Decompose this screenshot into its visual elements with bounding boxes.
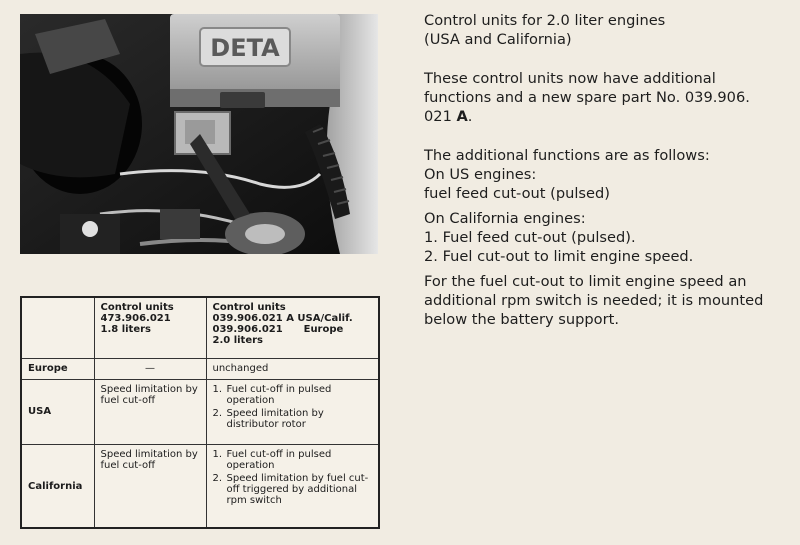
header-col-b-line: 2.0 liters (212, 335, 263, 346)
col-a-cell: Speed limitation by fuel cut-off (94, 445, 206, 528)
col-b-cell (206, 445, 379, 528)
header-col-a-line: Control units (100, 302, 174, 313)
part-number-bold: A (456, 108, 468, 125)
paragraph-line: 1. Fuel feed cut-out (pulsed). (424, 229, 636, 246)
header-col-b-line: 039.906.021 Europe (212, 324, 344, 335)
header-region-cell (21, 297, 94, 358)
region-cell: USA (21, 379, 94, 444)
list-item (213, 408, 373, 430)
col-a-cell: Speed limitation by fuel cut-off (94, 379, 206, 444)
col-a-cell: — (94, 358, 206, 379)
period: . (467, 108, 473, 125)
region-cell: Europe (21, 358, 94, 379)
item-number: 2. (212, 407, 223, 419)
header-col-b-line: 039.906.021 A USA/Calif. (212, 313, 353, 324)
paragraph-line: For the fuel cut-out to limit engine speed an (424, 273, 747, 290)
col-b-cell (206, 379, 379, 444)
paragraph-line: The additional functions are as follows: (424, 147, 710, 164)
item-text: Fuel cut-off in pulsed operation (226, 449, 332, 472)
header-col-a-line: 1.8 liters (100, 324, 151, 335)
paragraph-line: On California engines: (424, 210, 586, 227)
item-number: 2. (212, 473, 223, 485)
paragraph-line: below the battery support. (424, 311, 619, 328)
list-item (213, 449, 373, 471)
list-item (213, 473, 373, 506)
heading-line: (USA and California) (424, 31, 572, 48)
part-number-suffix: 021 (424, 108, 452, 125)
item-text: Speed limitation by fuel cut-off triggered by additional rpm switch (226, 473, 369, 507)
engine-bay-photo (20, 14, 378, 254)
table-row (21, 379, 379, 444)
item-text: Speed limitation by distributor rotor (226, 407, 324, 430)
paragraph-line: functions and a new spare part No. 039.906. (424, 89, 750, 106)
paragraph-line: additional rpm switch is needed; it is mounted (424, 292, 764, 309)
paragraph-line: fuel feed cut-out (pulsed) (424, 185, 610, 202)
header-col-a-line: 473.906.021 (100, 313, 171, 324)
item-number: 1. (212, 383, 223, 395)
paragraph-line: 2. Fuel cut-out to limit engine speed. (424, 248, 694, 265)
item-number: 1. (212, 449, 223, 461)
item-text: Fuel cut-off in pulsed operation (226, 383, 332, 406)
table-row (21, 445, 379, 528)
table-row (21, 358, 379, 379)
description-column (424, 11, 796, 329)
header-col-b (206, 297, 379, 358)
heading-line: Control units for 2.0 liter engines (424, 12, 666, 29)
paragraph-line (424, 107, 796, 126)
table-header-row (21, 297, 379, 358)
paragraph-line: On US engines: (424, 166, 537, 183)
col-b-cell: unchanged (206, 358, 379, 379)
header-col-b-line: Control units (212, 302, 286, 313)
paragraph-line: These control units now have additional (424, 70, 716, 87)
region-cell: California (21, 445, 94, 528)
battery-brand-label: DETA (210, 34, 280, 62)
header-col-a (94, 297, 206, 358)
list-item (213, 384, 373, 406)
control-units-table (20, 296, 380, 529)
